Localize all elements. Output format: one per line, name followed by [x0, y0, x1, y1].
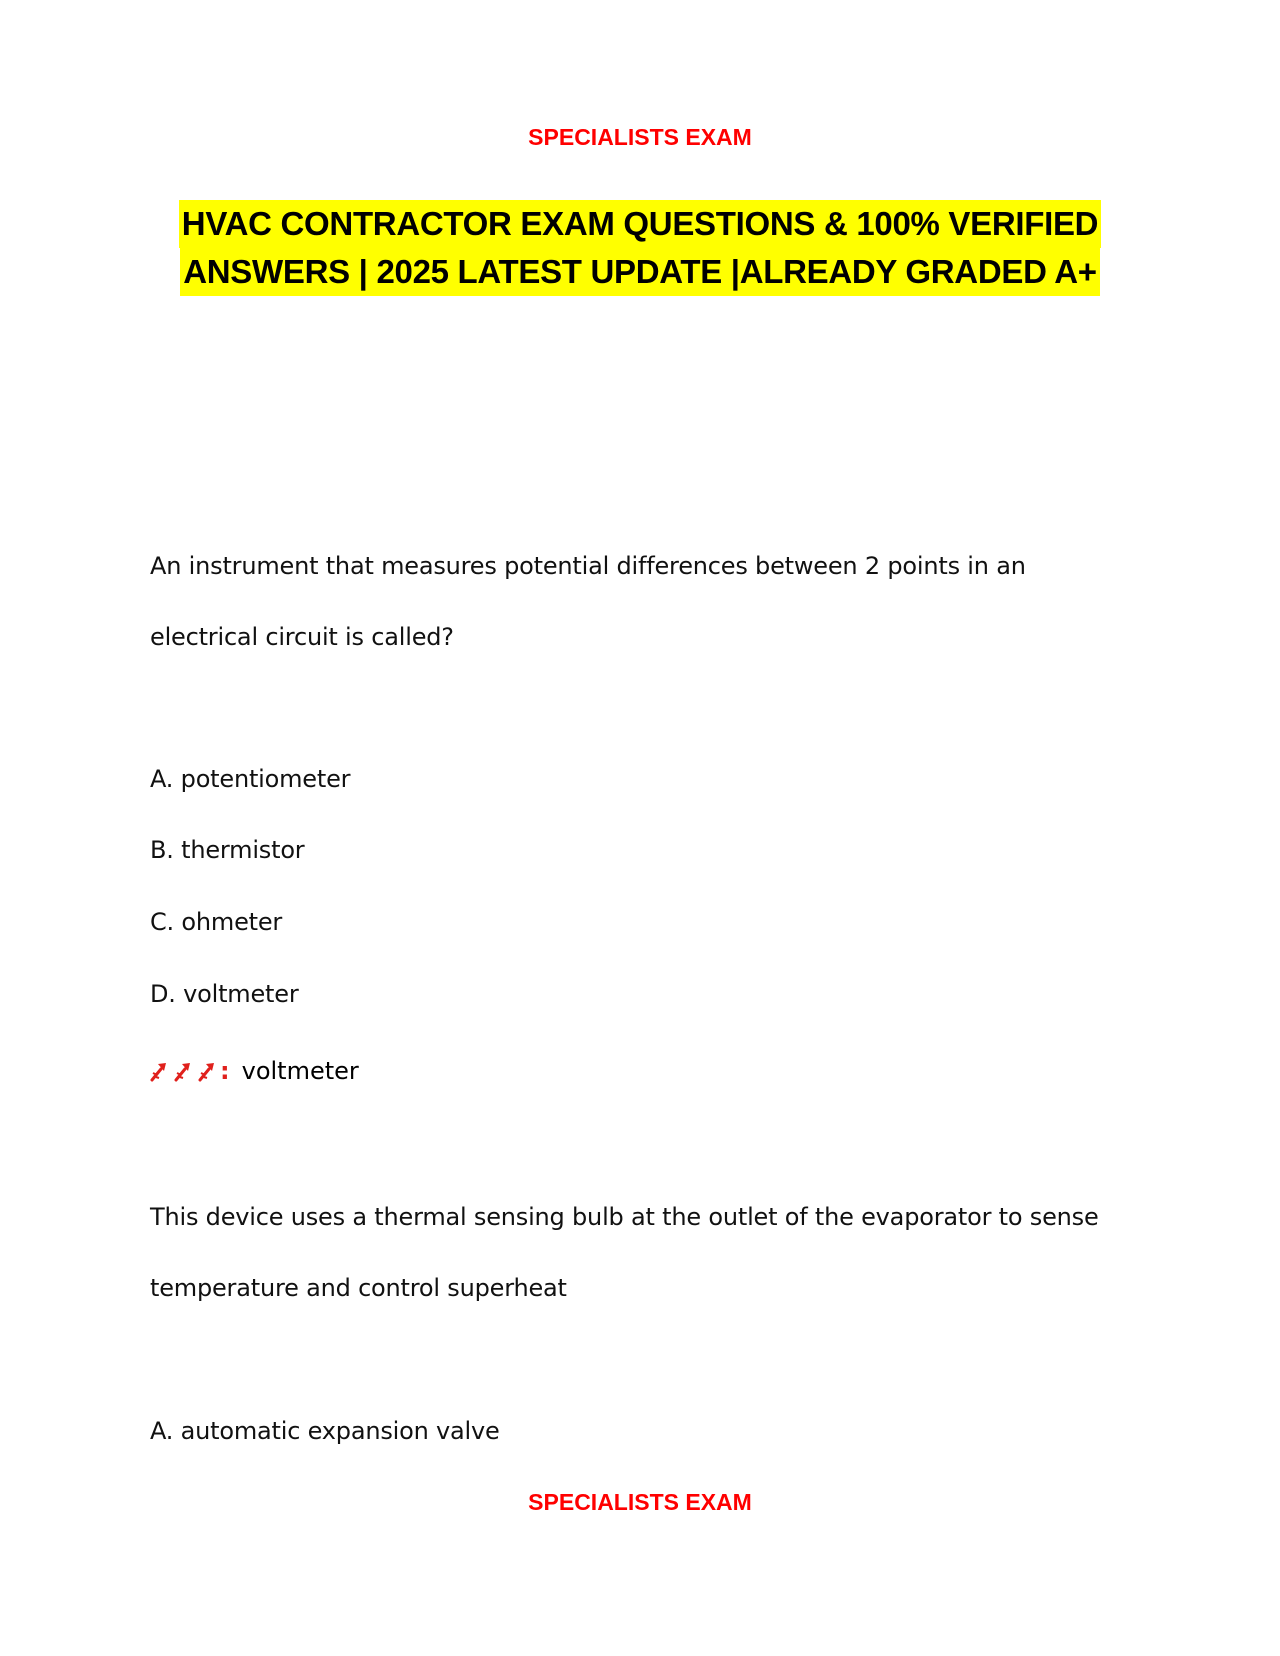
question-1-stem-line-2: electrical circuit is called? — [150, 623, 454, 651]
question-2-stem-line-2: temperature and control superheat — [150, 1274, 567, 1302]
question-1-option-d: D. voltmeter — [150, 980, 299, 1008]
question-1-option-c: C. ohmeter — [150, 908, 283, 936]
document-title — [0, 200, 1280, 296]
question-1-answer — [150, 1057, 359, 1085]
question-2-stem-line-1: This device uses a thermal sensing bulb at the outlet of the evaporator to sense — [150, 1203, 1099, 1231]
arrow-icon — [174, 1060, 194, 1082]
arrow-icon — [198, 1060, 218, 1082]
question-1-option-b: B. thermistor — [150, 836, 305, 864]
answer-marker: : — [220, 1057, 230, 1085]
answer-text: voltmeter — [241, 1057, 359, 1085]
answer-arrow-icons — [150, 1060, 218, 1082]
title-line-2: ANSWERS | 2025 LATEST UPDATE |ALREADY GRADED A+ — [180, 248, 1100, 296]
question-2-option-a: A. automatic expansion valve — [150, 1417, 500, 1445]
question-1-stem-line-1: An instrument that measures potential differences between 2 points in an — [150, 552, 1026, 580]
question-1-option-a: A. potentiometer — [150, 765, 351, 793]
page-header-label: SPECIALISTS EXAM — [528, 124, 752, 150]
title-line-1: HVAC CONTRACTOR EXAM QUESTIONS & 100% VERIFIED — [179, 200, 1101, 248]
arrow-icon — [150, 1060, 170, 1082]
page-footer-label: SPECIALISTS EXAM — [528, 1489, 752, 1515]
